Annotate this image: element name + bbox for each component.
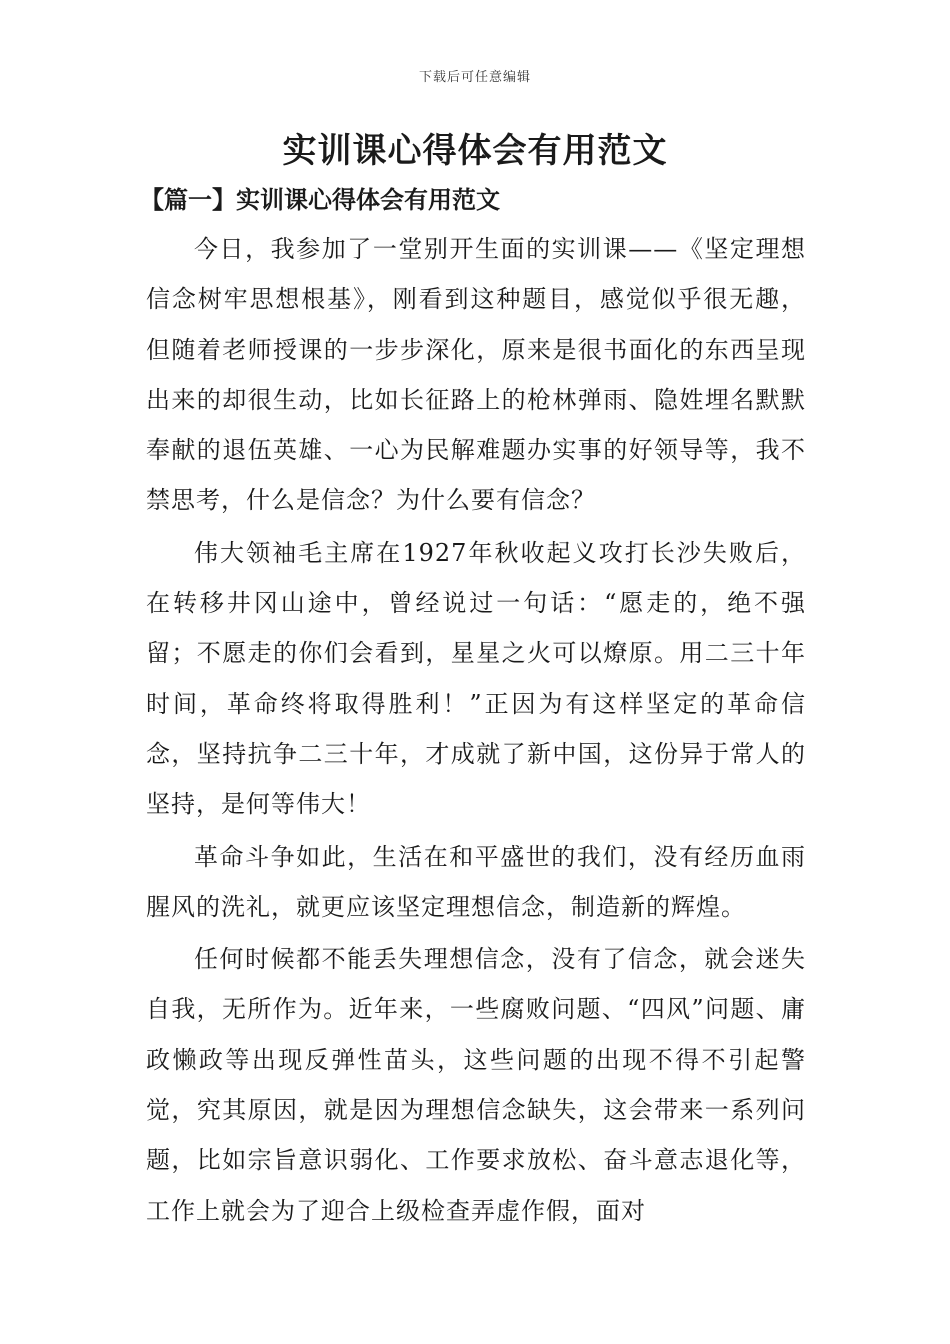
document-title: 实训课心得体会有用范文: [282, 131, 668, 171]
document-body: [146, 224, 806, 1238]
paragraph-3: 革命斗争如此，生活在和平盛世的我们，没有经历血雨腥风的洗礼，就更应该坚定理想信念，制造新的辉煌。: [146, 842, 806, 921]
paragraph-1: 今日，我参加了一堂别开生面的实训课——《坚定理想信念树牢思想根基》，刚看到这种题目，感觉似乎很无趣，但随着老师授课的一步步深化，原来是很书面化的东西呈现出来的却很生动，比如长征路上的枪林弹雨、隐姓埋名默默奉献的退伍英雄、一心为民解难题办实事的好领导等，我不禁思考，什么是信念？为什么要有信念？: [146, 235, 806, 515]
section-heading: 【篇一】实训课心得体会有用范文: [140, 185, 500, 214]
header-note: 下载后可任意编辑: [418, 70, 531, 85]
paragraph-2: 伟大领袖毛主席在1927年秋收起义攻打长沙失败后，在转移井冈山途中，曾经说过一句话：“愿走的，绝不强留；不愿走的你们会看到，星星之火可以燎原。用二三十年时间，革命终将取得胜利！”正因为有这样坚定的革命信念，坚持抗争二三十年，才成就了新中国，这份异于常人的坚持，是何等伟大！: [146, 538, 806, 819]
paragraph-4: 任何时候都不能丢失理想信念，没有了信念，就会迷失自我，无所作为。近年来，一些腐败问题、“四风”问题、庸政懒政等出现反弹性苗头，这些问题的出现不得不引起警觉，究其原因，就是因为理想信念缺失，这会带来一系列问题，比如宗旨意识弱化、工作要求放松、奋斗意志退化等，工作上就会为了迎合上级检查弄虚作假，面对: [146, 945, 806, 1225]
